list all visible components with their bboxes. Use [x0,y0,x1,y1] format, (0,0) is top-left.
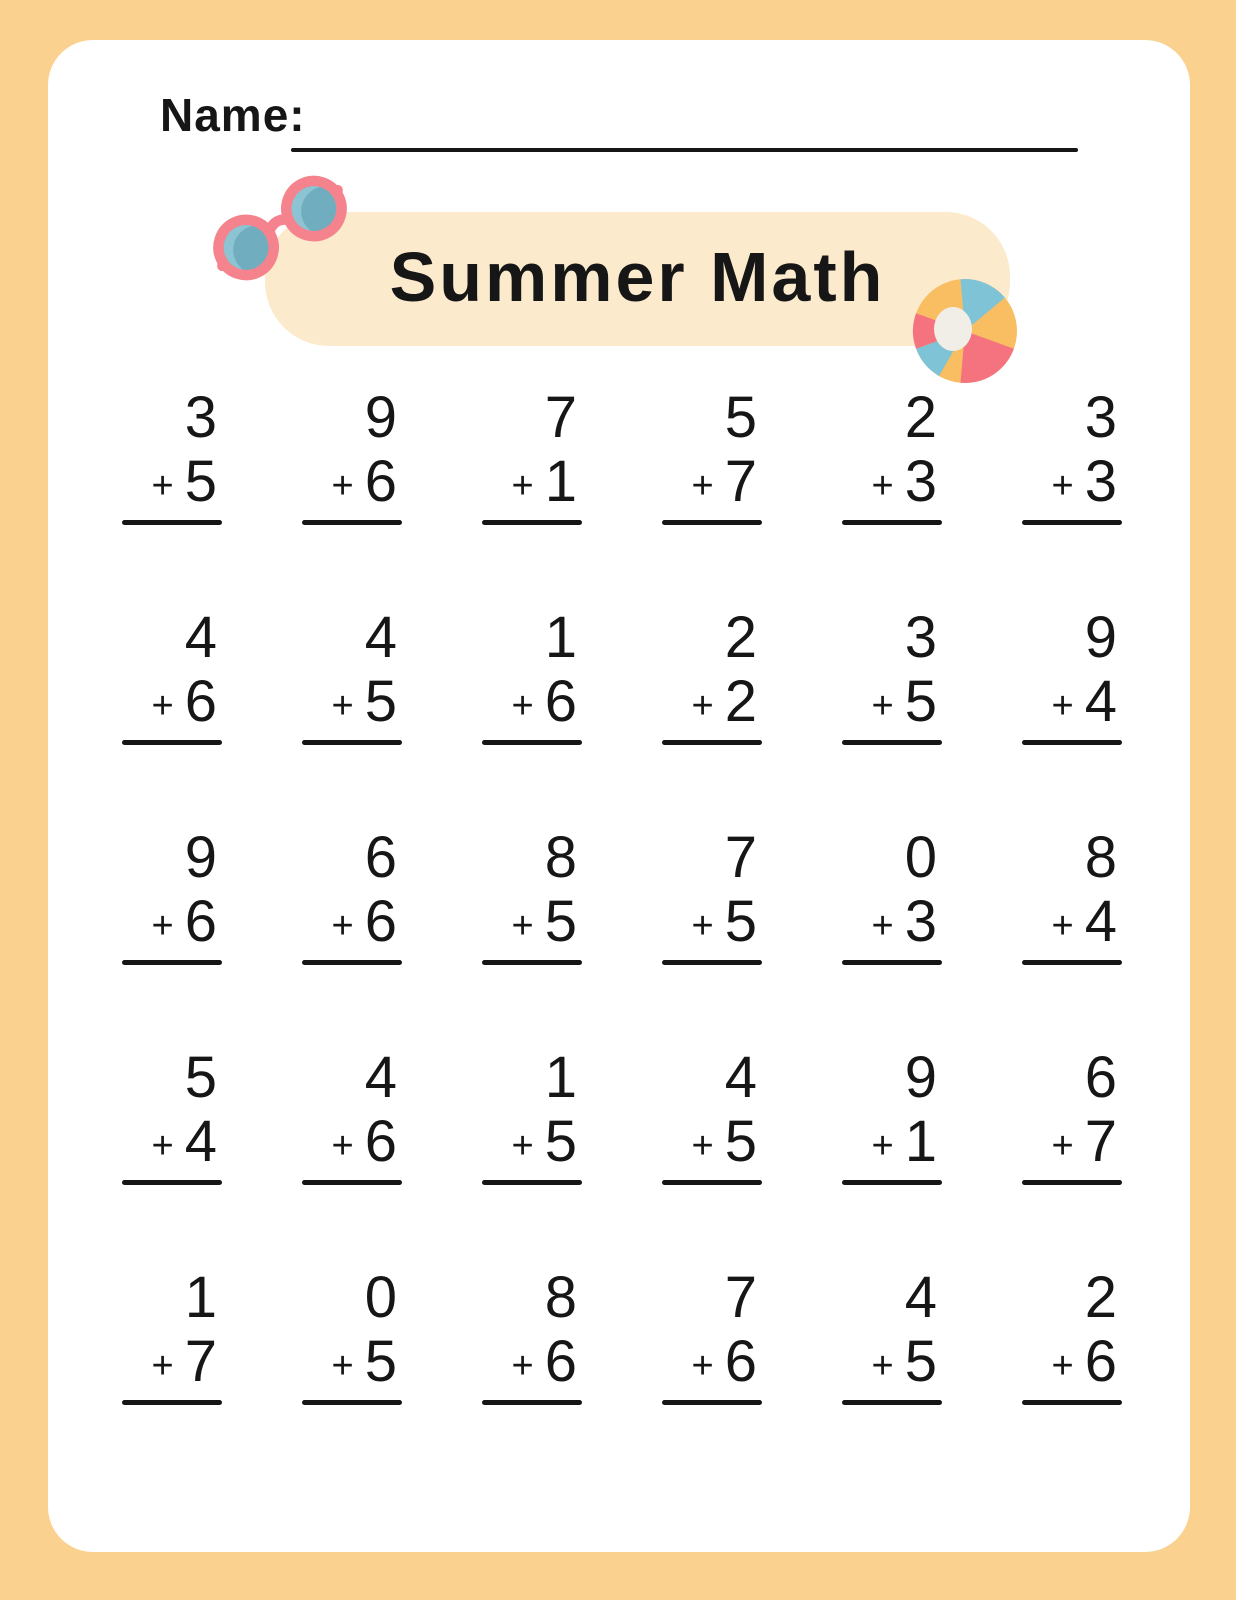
plus-operator: + [1051,1345,1074,1388]
addend-bottom-row [842,669,942,735]
addend-top: 3 [1084,385,1117,450]
addend-top: 4 [364,605,397,670]
addend-bottom: 3 [1084,449,1117,515]
plus-operator: + [871,1345,894,1388]
addend-bottom: 7 [724,449,757,515]
addend-bottom-row [842,449,942,515]
problem-cell [122,605,222,776]
problem-cell [482,825,582,996]
plus-operator: + [511,465,534,508]
addend-top: 7 [724,825,757,890]
addend-bottom: 4 [1084,669,1117,735]
addend-bottom: 6 [1084,1329,1117,1395]
addend-top: 9 [364,385,397,450]
plus-operator: + [691,465,714,508]
plus-operator: + [511,1125,534,1168]
addend-top: 1 [544,1045,577,1110]
plus-operator: + [331,1345,354,1388]
answer-line[interactable] [662,740,762,745]
plus-operator: + [511,905,534,948]
answer-line[interactable] [1022,520,1122,525]
plus-operator: + [691,1345,714,1388]
answer-line[interactable] [122,1180,222,1185]
addend-bottom-row [662,889,762,955]
problem-cell [1022,385,1122,556]
plus-operator: + [151,1345,174,1388]
addend-bottom: 5 [724,889,757,955]
problems-grid [122,385,1122,1436]
addend-bottom-row [1022,889,1122,955]
addend-top: 9 [184,825,217,890]
problem-cell [662,385,762,556]
problem-cell [842,605,942,776]
plus-operator: + [331,465,354,508]
problem-cell [662,1045,762,1216]
addend-top: 3 [904,605,937,670]
addend-top: 2 [724,605,757,670]
answer-line[interactable] [122,740,222,745]
answer-line[interactable] [842,1180,942,1185]
addend-bottom: 5 [904,1329,937,1395]
addend-bottom-row [662,449,762,515]
problem-cell [302,385,402,556]
addend-bottom: 7 [1084,1109,1117,1175]
addend-bottom: 5 [544,1109,577,1175]
problem-cell [842,1045,942,1216]
answer-line[interactable] [842,960,942,965]
addend-top: 0 [364,1265,397,1330]
problem-cell [482,605,582,776]
beach-ball-icon [912,278,1018,384]
addend-bottom-row [122,889,222,955]
addend-bottom-row [1022,669,1122,735]
problem-cell [1022,1045,1122,1216]
addend-top: 6 [364,825,397,890]
page-title: Summer Math [389,238,886,316]
problem-cell [122,1045,222,1216]
addend-bottom-row [482,1109,582,1175]
plus-operator: + [331,685,354,728]
plus-operator: + [151,1125,174,1168]
addend-top: 5 [184,1045,217,1110]
answer-line[interactable] [1022,1180,1122,1185]
addend-bottom-row [662,1109,762,1175]
problem-cell [842,385,942,556]
plus-operator: + [151,905,174,948]
addend-bottom: 3 [904,449,937,515]
name-label: Name: [160,89,306,141]
addend-bottom: 5 [184,449,217,515]
plus-operator: + [691,685,714,728]
addend-bottom-row [302,1109,402,1175]
addend-bottom: 6 [724,1329,757,1395]
answer-line[interactable] [302,1180,402,1185]
addend-bottom-row [1022,1329,1122,1395]
addend-bottom-row [662,669,762,735]
plus-operator: + [691,905,714,948]
problem-cell [1022,1265,1122,1436]
plus-operator: + [331,905,354,948]
addend-top: 6 [1084,1045,1117,1110]
addend-bottom-row [302,449,402,515]
addend-bottom: 6 [364,889,397,955]
addend-top: 3 [184,385,217,450]
answer-line[interactable] [1022,740,1122,745]
problem-cell [662,605,762,776]
answer-line[interactable] [842,520,942,525]
answer-line[interactable] [1022,960,1122,965]
answer-line[interactable] [662,520,762,525]
problem-cell [482,1265,582,1436]
plus-operator: + [151,685,174,728]
addend-top: 8 [544,825,577,890]
addend-bottom-row [662,1329,762,1395]
problem-cell [662,1265,762,1436]
problem-cell [842,1265,942,1436]
addend-bottom: 6 [364,449,397,515]
addend-top: 7 [724,1265,757,1330]
addend-bottom: 4 [184,1109,217,1175]
problem-cell [482,1045,582,1216]
problem-cell [842,825,942,996]
answer-line[interactable] [302,740,402,745]
addend-top: 8 [544,1265,577,1330]
addend-bottom: 5 [364,1329,397,1395]
problem-cell [122,1265,222,1436]
problem-cell [1022,825,1122,996]
addend-bottom: 6 [544,669,577,735]
plus-operator: + [1051,465,1074,508]
addend-top: 0 [904,825,937,890]
answer-line[interactable] [1022,1400,1122,1405]
addend-bottom-row [122,669,222,735]
problem-cell [482,385,582,556]
addend-top: 5 [724,385,757,450]
addend-bottom: 5 [904,669,937,735]
addend-bottom-row [122,449,222,515]
answer-line[interactable] [482,740,582,745]
addend-top: 4 [724,1045,757,1110]
name-write-line[interactable] [291,148,1078,152]
problem-cell [302,825,402,996]
title-banner [265,212,1010,346]
answer-line[interactable] [842,1400,942,1405]
answer-line[interactable] [482,520,582,525]
answer-line[interactable] [842,740,942,745]
plus-operator: + [151,465,174,508]
addend-bottom-row [302,889,402,955]
answer-line[interactable] [662,1180,762,1185]
addend-bottom-row [302,1329,402,1395]
addend-bottom-row [842,1329,942,1395]
addend-bottom-row [842,889,942,955]
answer-line[interactable] [122,1400,222,1405]
answer-line[interactable] [122,520,222,525]
addend-bottom: 6 [184,669,217,735]
addend-bottom-row [122,1109,222,1175]
answer-line[interactable] [302,1400,402,1405]
problem-cell [302,605,402,776]
addend-bottom-row [122,1329,222,1395]
addend-bottom: 1 [904,1109,937,1175]
addend-bottom: 7 [184,1329,217,1395]
addend-top: 2 [1084,1265,1117,1330]
answer-line[interactable] [302,960,402,965]
plus-operator: + [691,1125,714,1168]
problem-cell [122,385,222,556]
answer-line[interactable] [662,960,762,965]
addend-bottom: 2 [724,669,757,735]
addend-bottom-row [482,1329,582,1395]
plus-operator: + [511,685,534,728]
plus-operator: + [1051,1125,1074,1168]
addend-top: 8 [1084,825,1117,890]
addend-bottom: 6 [544,1329,577,1395]
addend-bottom-row [482,889,582,955]
addend-top: 9 [904,1045,937,1110]
answer-line[interactable] [482,1180,582,1185]
plus-operator: + [871,905,894,948]
answer-line[interactable] [482,960,582,965]
problem-cell [662,825,762,996]
addend-bottom: 6 [184,889,217,955]
addend-bottom: 5 [364,669,397,735]
addend-bottom: 1 [544,449,577,515]
addend-bottom-row [842,1109,942,1175]
addend-top: 1 [544,605,577,670]
problem-cell [122,825,222,996]
answer-line[interactable] [482,1400,582,1405]
plus-operator: + [1051,685,1074,728]
answer-line[interactable] [302,520,402,525]
worksheet-card [48,40,1190,1552]
addend-bottom: 4 [1084,889,1117,955]
addend-bottom: 5 [724,1109,757,1175]
problem-cell [302,1045,402,1216]
addend-top: 9 [1084,605,1117,670]
answer-line[interactable] [662,1400,762,1405]
answer-line[interactable] [122,960,222,965]
problem-cell [302,1265,402,1436]
addend-bottom-row [1022,1109,1122,1175]
addend-bottom-row [302,669,402,735]
addend-bottom-row [482,669,582,735]
problem-cell [1022,605,1122,776]
addend-top: 1 [184,1265,217,1330]
plus-operator: + [871,465,894,508]
addend-bottom-row [1022,449,1122,515]
addend-bottom-row [482,449,582,515]
addend-top: 4 [904,1265,937,1330]
plus-operator: + [1051,905,1074,948]
addend-bottom: 6 [364,1109,397,1175]
plus-operator: + [511,1345,534,1388]
plus-operator: + [331,1125,354,1168]
plus-operator: + [871,1125,894,1168]
addend-top: 7 [544,385,577,450]
addend-bottom: 3 [904,889,937,955]
addend-top: 2 [904,385,937,450]
addend-top: 4 [364,1045,397,1110]
sunglasses-icon [200,162,360,294]
addend-bottom: 5 [544,889,577,955]
plus-operator: + [871,685,894,728]
addend-top: 4 [184,605,217,670]
